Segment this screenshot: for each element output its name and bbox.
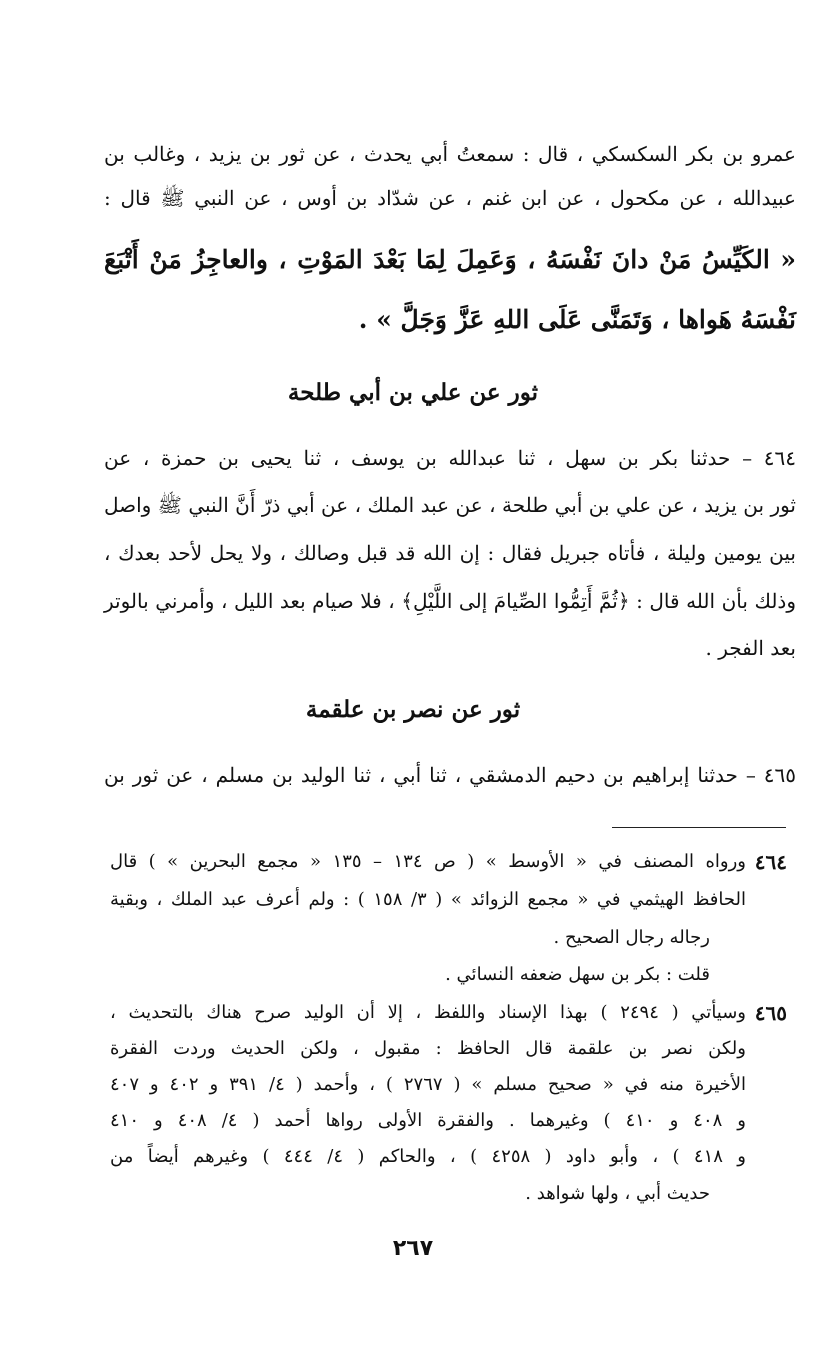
footnote-line: رجاله رجال الصحيح . <box>553 927 710 948</box>
section-heading: ثور عن نصر بن علقمة <box>305 696 521 723</box>
body-line: وذلك بأن الله قال : ﴿ثُمَّ أَتِمُّوا الصِّيامَ إلى اللَّيْلِ﴾ ، فلا صيام بعد الليل ، وأمرني بالوتر <box>104 589 796 613</box>
body-line: ثور بن يزيد ، عن علي بن أبي طلحة ، عن عبد الملك ، عن أبي ذرّ أَنَّ النبي ﷺ واصل <box>104 493 796 517</box>
footnote-line: ورواه المصنف في « الأوسط » ( ص ١٣٤ – ١٣٥ « مجمع البحرين » ) قال <box>110 851 746 872</box>
body-line: بين يومين وليلة ، فأتاه جبريل فقال : إن الله قد قبل وصالك ، ولا يحل لأحد بعدك ، <box>104 541 796 565</box>
body-line: عبيدالله ، عن مكحول ، عن ابن غنم ، عن شدّاد بن أوس ، عن النبي ﷺ قال : <box>104 186 796 210</box>
footnote-number: ٤٦٤ <box>754 850 787 874</box>
body-line: عمرو بن بكر السكسكي ، قال : سمعتُ أبي يحدث ، عن ثور بن يزيد ، وغالب بن <box>104 142 796 166</box>
footnote-line: وسيأتي ( ٢٤٩٤ ) بهذا الإسناد واللفظ ، إلا أن الوليد صرح هناك بالتحديث ، <box>110 1002 747 1023</box>
footnote-line: حديث أبي ، ولها شواهد . <box>525 1183 710 1204</box>
section-heading: ثور عن علي بن أبي طلحة <box>287 379 539 406</box>
hadith-line: نَفْسَهُ هَواها ، وَتَمَنَّى عَلَى اللهِ عَزَّ وَجَلَّ » . <box>358 305 796 334</box>
footnote-line: و ٤٠٨ و ٤١٠ ) وغيرهما . والفقرة الأولى رواها أحمد ( ٤/ ٤٠٨ و ٤١٠ <box>110 1110 746 1131</box>
hadith-line: « الكَيِّسُ مَنْ دانَ نَفْسَهُ ، وَعَمِلَ لِمَا بَعْدَ المَوْتِ ، والعاجِزُ مَنْ أَتْبَعَ <box>104 245 796 274</box>
footnote-note: قلت : بكر بن سهل ضعفه النسائي . <box>445 964 710 985</box>
footnote-number: ٤٦٥ <box>754 1001 787 1025</box>
footnote-line: ولكن نصر بن علقمة قال الحافظ : مقبول ، ولكن الحديث وردت الفقرة <box>110 1038 746 1059</box>
footnote-line: الأخيرة منه في « صحيح مسلم » ( ٢٧٦٧ ) ، وأحمد ( ٤/ ٣٩١ و ٤٠٢ و ٤٠٧ <box>110 1074 747 1095</box>
body-line: بعد الفجر . <box>705 636 796 660</box>
footnote-line: الحافظ الهيثمي في « مجمع الزوائد » ( ٣/ ١٥٨ ) : ولم أعرف عبد الملك ، وبقية <box>110 889 746 910</box>
body-line: ٤٦٥ – حدثنا إبراهيم بن دحيم الدمشقي ، ثنا أبي ، ثنا الوليد بن مسلم ، عن ثور بن <box>104 763 796 787</box>
footnote-divider <box>612 827 786 828</box>
page-number: ٢٦٧ <box>392 1236 434 1261</box>
footnote-line: و ٤١٨ ) ، وأبو داود ( ٤٢٥٨ ) ، والحاكم ( ٤/ ٤٤٤ ) وغيرهم أيضاً من <box>110 1146 746 1167</box>
body-line: ٤٦٤ – حدثنا بكر بن سهل ، ثنا عبدالله بن يوسف ، ثنا يحيى بن حمزة ، عن <box>104 446 796 470</box>
